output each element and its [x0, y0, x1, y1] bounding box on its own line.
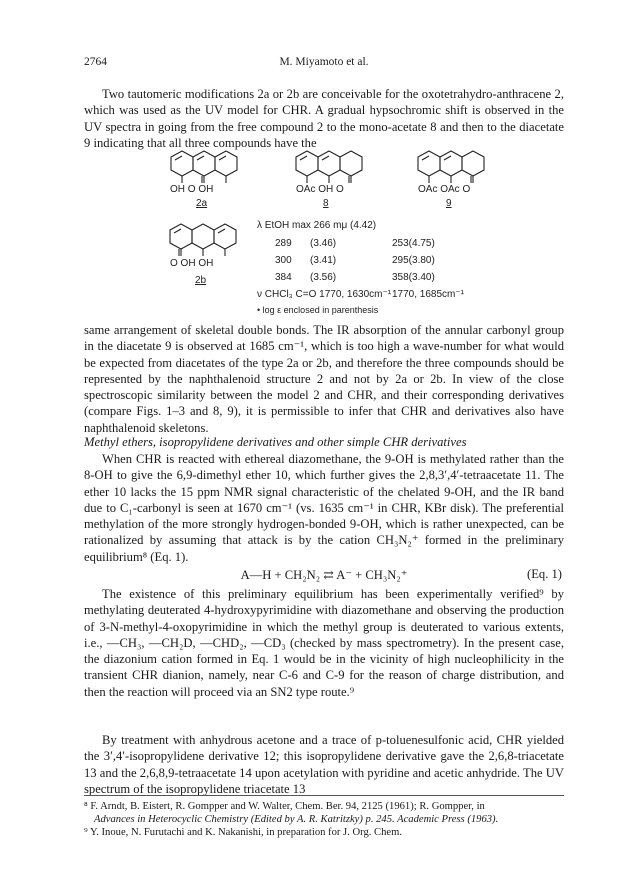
- structure-2b-label: 2b: [195, 275, 207, 286]
- structure-9-label: 9: [446, 198, 452, 209]
- structure-8-label: 8: [323, 198, 329, 209]
- uv-row-3b: (3.56): [310, 272, 337, 283]
- paragraph-methylation: [84, 451, 564, 565]
- paragraph-text: Two tautomeric modifications 2a or 2b are conceivable for the oxotetrahydro-anthracene 2, which was used as the UV model for CHR. A gradual hypsochromic shift is observed in the UV spectra in going from the free compound 2 to the mono-acetate 8 and then to the diacetate 9 indicating that all three compounds have the: [84, 87, 564, 150]
- equation-text: A—H + CH₂N₂ ⇄ A⁻ + CH₃N₂⁺: [240, 568, 408, 582]
- paragraph-text: same arrangement of skeletal double bonds. The IR absorption of the annular carbonyl group in the diacetate 9 is observed at 1685 cm⁻¹, which is too high a wave-number for what would be expected from diacetates of the type 2a or 2b, and therefore the three compounds should be represented by the naphthalenoid structure 2 and not by 2a or 2b. In view of the close spectroscopic similarity between the model 2 and CHR, and their corresponding derivatives (compare Figs. 1–3 and 8, 9), it is permissible to infer that CHR and derivatives also have naphthalenoid skeletons.: [84, 323, 564, 435]
- structure-2b-substituents: O OH OH: [170, 258, 214, 269]
- uv-row-3c: 358(3.40): [392, 272, 435, 283]
- figure-note: • log ε enclosed in parenthesis: [257, 305, 379, 315]
- structure-9: [418, 151, 484, 183]
- uv-header: λ EtOH max 266 mμ (4.42): [257, 220, 377, 231]
- running-title: M. Miyamoto et al.: [279, 56, 369, 68]
- structure-8-substituents: OAc OH O: [296, 184, 344, 195]
- page-number: 2764: [84, 56, 107, 68]
- equation-tag: (Eq. 1): [527, 567, 562, 581]
- paragraph-text: The existence of this preliminary equilibrium has been experimentally verified⁹ by methylating deuterated 4-hydroxypyrimidine with diazomethane and observing the production of 3-N-methyl-4-oxopyrimidine in which the methyl group is deuterated to various extents, i.e., —CH₃, —CH₂D, —CHD₂, —CD₃ (checked by mass spectrometry). In the present case, the diazonium cation formed in Eq. 1 would be in the vicinity of high nucleophilicity in the transient CHR dianion, namely, near C-6 and C-9 for the reason of charge distribution, and then the reaction will proceed via an SN2 type route.⁹: [84, 587, 564, 699]
- paragraph-equilibrium: [84, 586, 564, 700]
- footnote-9: ⁹ Y. Inoue, N. Furutachi and K. Nakanishi, in preparation for J. Org. Chem.: [84, 827, 403, 838]
- structure-9-substituents: OAc OAc O: [418, 184, 471, 195]
- section-heading-wrap: [84, 434, 564, 450]
- paragraph-text: When CHR is reacted with ethereal diazomethane, the 9-OH is methylated rather than the 8-OH to give the 6,9-dimethyl ether 10, which further gives the 2,8,3′,4′-tetraacetate 11. The ether 10 lacks the 15 ppm NMR signal characteristic of the chelated 9-OH, and the IR band due to C₁-carbonyl is seen at 1670 cm⁻¹ (vs. 1635 cm⁻¹ in CHR, KBr disk). The preferential methylation of the more strongly hydrogen-bonded 9-OH, which is rather unexpected, can be rationalized by assuming that attack is by the cation CH₃N₂⁺ formed in the preliminary equilibrium⁸ (Eq. 1).: [84, 452, 564, 564]
- paragraph-isopropylidene: [84, 732, 564, 797]
- footnotes: [84, 800, 564, 839]
- paragraph-text: By treatment with anhydrous acetone and a trace of p-toluenesulfonic acid, CHR yielded the 3′,4′-isopropylidene derivative 12; this isopropylidene derivative gave the 2,6,8-triacetate 13 and the 2,6,8,9-tetraacetate 14 upon acetylation with pyridine and acetic anhydride. The UV spectrum of the isopropylidene triacetate 13: [84, 733, 564, 796]
- ir-row-a: ν CHCl₃ C=O 1770, 1630cm⁻¹: [257, 289, 392, 300]
- footnote-rule: [84, 795, 564, 796]
- structure-2a: [171, 151, 237, 183]
- section-heading: Methyl ethers, isopropylidene derivatives and other simple CHR derivatives: [84, 435, 467, 449]
- uv-row-3a: 384: [275, 272, 292, 283]
- paragraph-naphthalenoid: [84, 322, 564, 436]
- footnote-8-line-1: ⁸ F. Arndt, B. Eistert, R. Gompper and W. Walter, Chem. Ber. 94, 2125 (1961); R. Gompper, in: [84, 801, 485, 812]
- uv-row-2c: 295(3.80): [392, 255, 435, 266]
- footnote-8-line-2: Advances in Heterocyclic Chemistry (Edited by A. R. Katritzky) p. 245. Academic Press (1963).: [94, 814, 499, 825]
- uv-row-1c: 253(4.75): [392, 238, 435, 249]
- paragraph-intro: [84, 86, 564, 151]
- ir-row-b: 1770, 1685cm⁻¹: [392, 289, 464, 300]
- structure-2a-substituents: OH O OH: [170, 184, 214, 195]
- uv-row-1a: 289: [275, 238, 292, 249]
- structure-2b: [170, 224, 236, 256]
- page-header: [84, 56, 564, 72]
- uv-row-2a: 300: [275, 255, 292, 266]
- uv-row-1b: (3.46): [310, 238, 337, 249]
- structure-8: [296, 151, 362, 183]
- structure-2a-label: 2a: [196, 198, 208, 209]
- uv-row-2b: (3.41): [310, 255, 337, 266]
